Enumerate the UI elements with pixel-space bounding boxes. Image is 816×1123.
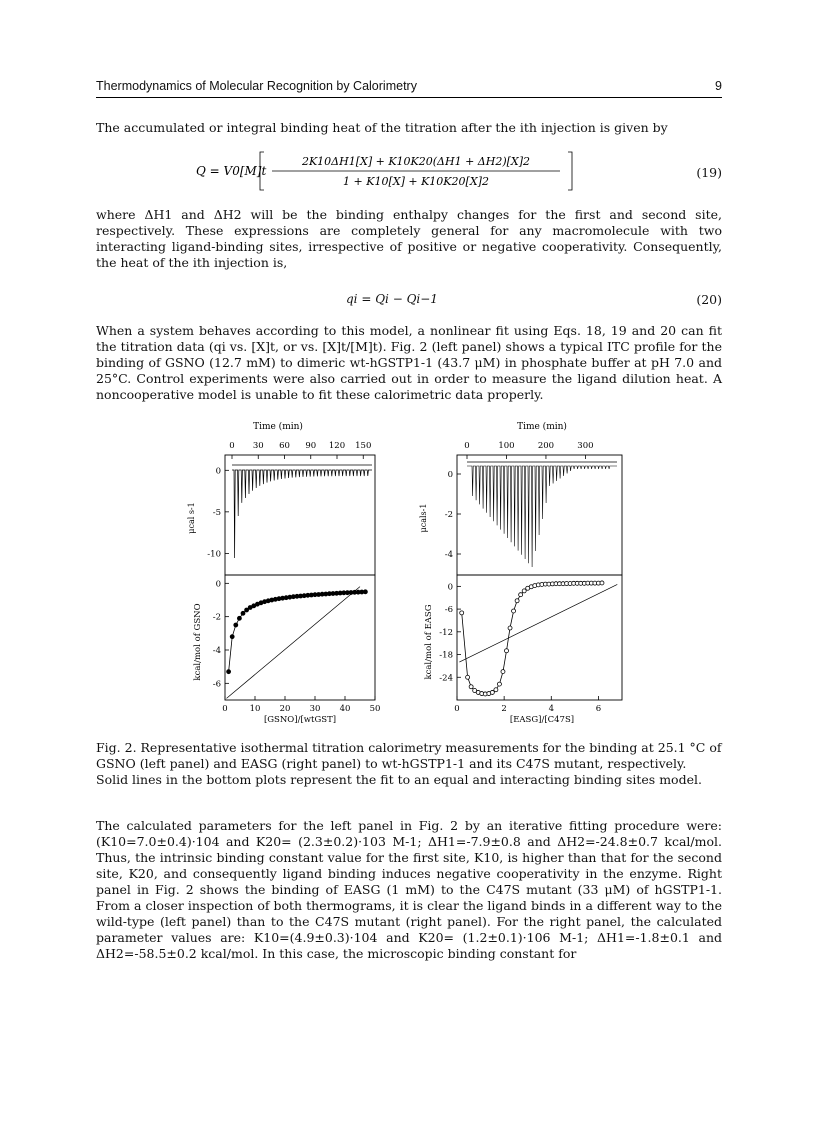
- right-lower-ylabel: kcal/mol of EASG: [424, 604, 434, 680]
- right-lower-ytick-label: -6: [444, 605, 453, 616]
- left-x-tick-label: 0: [222, 704, 228, 714]
- right-lower-ytick-label: 0: [447, 582, 453, 593]
- right-panel: [419, 421, 622, 725]
- left-lower-ytick-label: -6: [212, 679, 221, 690]
- left-x-ticks: [222, 696, 380, 714]
- right-time-tick-label: 0: [464, 441, 470, 451]
- right-data-point: [522, 589, 526, 593]
- right-x-tick-label: 2: [501, 704, 507, 714]
- right-data-point: [600, 581, 604, 585]
- right-upper-ytick-label: 0: [447, 470, 453, 480]
- left-upper-ytick-label: -10: [207, 549, 221, 560]
- right-data-point: [490, 690, 494, 694]
- left-upper-ytick-label: 0: [215, 466, 221, 477]
- eq20-expression: qi = Qi − Qi−1: [346, 292, 438, 306]
- eq19-number: (19): [696, 165, 722, 180]
- right-data-point: [508, 626, 512, 630]
- equation-19: [96, 148, 722, 194]
- right-thermogram-trace: [467, 466, 617, 567]
- right-top-label: Time (min): [517, 422, 567, 432]
- right-lower-frame: [457, 575, 622, 700]
- figure-2-svg: [170, 420, 650, 730]
- right-data-point: [469, 685, 473, 689]
- right-isotherm: [459, 581, 617, 696]
- right-x-ticks: [454, 696, 601, 714]
- left-data-point: [237, 616, 241, 620]
- left-data-point: [241, 611, 245, 615]
- left-xlabel: [GSNO]/[wtGST]: [263, 715, 337, 725]
- right-x-tick-label: 6: [595, 704, 602, 714]
- eq19-denominator: 1 + K10[X] + K10K20[X]2: [343, 175, 489, 188]
- left-time-tick-label: 30: [252, 441, 264, 451]
- left-lower-ytick-label: -4: [212, 646, 221, 656]
- eq19-lhs: Q = V0[M]t: [196, 164, 267, 178]
- right-time-tick-label: 200: [537, 441, 555, 451]
- eq20-number: (20): [696, 292, 722, 307]
- left-x-tick-label: 50: [369, 704, 381, 714]
- running-header: [96, 79, 722, 98]
- left-time-tick-label: 60: [279, 441, 290, 451]
- left-thermogram-trace: [232, 470, 372, 558]
- right-data-point: [460, 611, 464, 615]
- right-x-tick-label: 0: [454, 704, 460, 714]
- left-data-point: [230, 635, 234, 639]
- left-time-tick-label: 0: [229, 441, 235, 451]
- right-data-point: [497, 682, 501, 686]
- right-upper-yticks: [445, 470, 461, 560]
- left-time-ticks: [229, 441, 371, 459]
- left-lower-ylabel: kcal/mol of GSNO: [193, 603, 203, 681]
- left-upper-ylabel: μcal s-1: [187, 502, 196, 534]
- left-x-tick-label: 40: [339, 704, 351, 714]
- left-top-label: Time (min): [253, 422, 303, 432]
- paragraph-4: The calculated parameters for the left panel in Fig. 2 by an iterative fitting procedure were: (K10=7.0±0.4)·104 and K20= (2.3±0.2)·103 M-1; ΔH1=-7.9±0.8 and ΔH2=-24.8±0.7 kcal/mol. Thus, the intrinsic binding constant value for the first site, K10, is higher than that for the second site, K20, and consequently ligand binding induces negative cooperativity in the enzyme. Right panel in Fig. 2 shows the binding of EASG (1 mM) to the C47S mutant (33 μM) of hGSTP1-1. From a closer inspection of both thermograms, it is clear the ligand binds in a different way to the wild-type (left panel) than to the C47S mutant (right panel). For the right panel, the calculated parameter values are: K10=(4.9±0.3)·104 and K20= (1.2±0.1)·106 M-1; ΔH1=-1.8±0.1 and ΔH2=-58.5±0.2 kcal/mol. In this case, the microscopic binding constant for: [96, 818, 722, 961]
- left-panel: [187, 421, 380, 725]
- right-data-point: [512, 609, 516, 613]
- left-time-tick-label: 150: [355, 441, 372, 451]
- left-data-point: [363, 590, 367, 594]
- figure-caption: Fig. 2. Representative isothermal titration calorimetry measurements for the binding at 25.1 °C of GSNO (left panel) and EASG (right panel) to wt-hGSTP1-1 and its C47S mutant, respectively. Solid lines in the bottom plots represent the fit to an equal and interacting binding sites model.: [96, 740, 722, 787]
- right-thermogram: [467, 462, 617, 567]
- left-time-tick-label: 120: [328, 441, 346, 451]
- left-x-tick-label: 30: [309, 704, 321, 714]
- paragraph-2: where ΔH1 and ΔH2 will be the binding enthalpy changes for the first and second site, respectively. These expressions are completely general for any macromolecule with two interacting ligand-binding sites, irrespective of positive or negative cooperativity. Consequently, the heat of the ith injection is,: [96, 207, 722, 270]
- right-data-point: [494, 688, 498, 692]
- left-data-point: [234, 623, 238, 627]
- right-data-point: [466, 675, 470, 679]
- left-straight-fit-line: [227, 587, 361, 699]
- header-title: Thermodynamics of Molecular Recognition by Calorimetry: [96, 79, 417, 93]
- left-upper-ytick-label: -5: [212, 507, 221, 518]
- figure-2: [170, 420, 650, 730]
- right-lower-ytick-label: -12: [439, 627, 453, 638]
- right-fit-curve: [462, 583, 602, 694]
- right-data-point: [519, 593, 523, 597]
- right-x-tick-label: 4: [548, 704, 554, 714]
- right-lower-ytick-label: -18: [439, 650, 453, 661]
- left-lower-ytick-label: 0: [215, 579, 221, 590]
- paragraph-3: When a system behaves according to this model, a nonlinear fit using Eqs. 18, 19 and 20 can fit the titration data (qi vs. [X]t, or vs. [X]t/[M]t). Fig. 2 (left panel) shows a typical ITC profile for the binding of GSNO (12.7 mM) to dimeric wt-hGSTP1-1 (43.7 μM) in phosphate buffer at pH 7.0 and 25°C. Control experiments were also carried out in order to measure the ligand dilution heat. A noncooperative model is unable to fit these calorimetric data properly.: [96, 323, 722, 402]
- right-data-point: [505, 649, 509, 653]
- right-time-ticks: [464, 441, 593, 459]
- left-isotherm: [227, 587, 368, 699]
- right-data-point: [501, 670, 505, 674]
- left-data-point: [227, 670, 231, 674]
- right-upper-ytick-label: -2: [444, 510, 453, 520]
- right-lower-yticks: [439, 582, 461, 683]
- left-time-tick-label: 90: [305, 441, 317, 451]
- left-fit-curve: [229, 592, 366, 672]
- left-thermogram: [232, 465, 372, 558]
- left-x-tick-label: 20: [279, 704, 291, 714]
- right-upper-ytick-label: -4: [444, 550, 453, 560]
- right-lower-ytick-label: -24: [439, 673, 453, 684]
- left-lower-ytick-label: -2: [212, 612, 221, 623]
- eq19-numerator: 2K10ΔH1[X] + K10K20(ΔH1 + ΔH2)[X]2: [301, 155, 531, 168]
- equation-20: [96, 292, 722, 310]
- right-xlabel: [EASG]/[C47S]: [509, 715, 575, 725]
- paragraph-1: The accumulated or integral binding heat of the titration after the ith injection is given by: [96, 120, 668, 135]
- right-time-tick-label: 300: [577, 441, 594, 451]
- left-data-point: [245, 608, 249, 612]
- left-upper-yticks: [207, 466, 229, 559]
- right-data-point: [515, 599, 519, 603]
- equation-19-graphic: [96, 148, 722, 194]
- left-x-tick-label: 10: [249, 704, 261, 714]
- right-upper-ylabel: μcals-1: [419, 503, 428, 533]
- right-time-tick-label: 100: [498, 441, 515, 451]
- page-number: 9: [715, 79, 722, 93]
- right-straight-fit-line: [459, 584, 617, 662]
